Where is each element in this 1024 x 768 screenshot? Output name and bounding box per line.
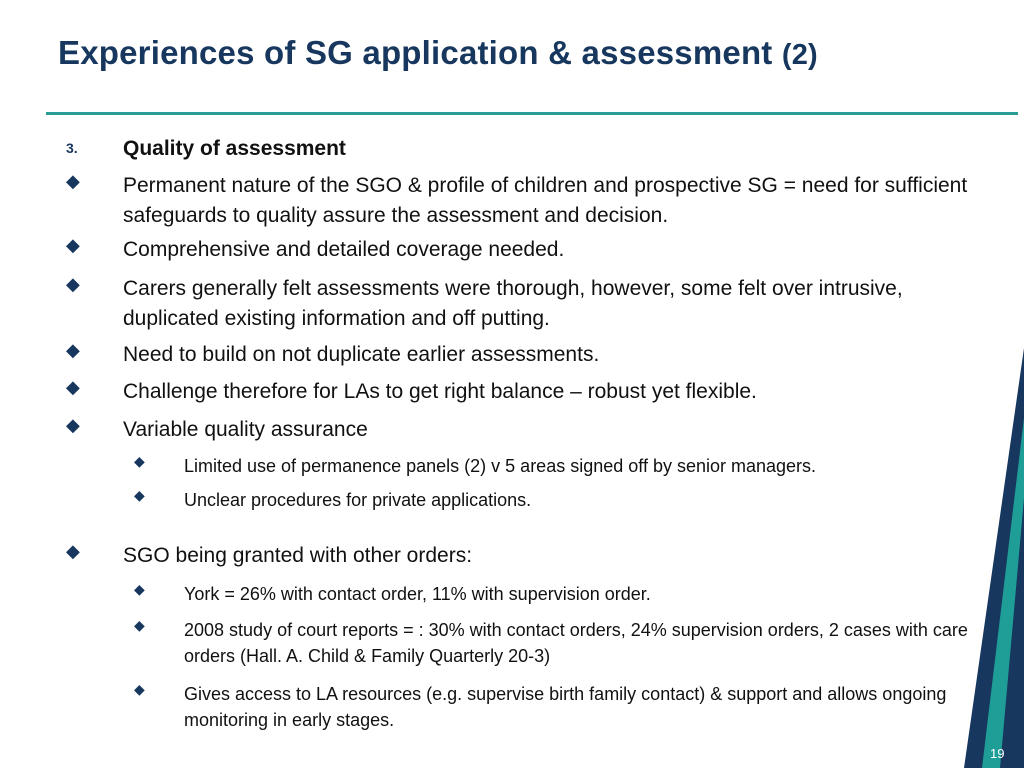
sub-bullet-text: Gives access to LA resources (e.g. supervise birth family contact) & support and allows ongoing monitoring in early stages. [184,684,947,730]
diamond-bullet-icon: ◆ [66,377,80,397]
diamond-bullet-icon: ◆ [66,541,80,561]
title-underline [46,112,1018,115]
sub-bullet-text: Unclear procedures for private applications. [184,490,532,510]
diamond-bullet-icon: ◆ [134,581,145,597]
sub-bullet-text: York = 26% with contact order, 11% with supervision order. [184,584,651,604]
slide-title-suffix: (2) [781,39,818,71]
diamond-bullet-icon: ◆ [134,681,145,697]
bullet-text: Comprehensive and detailed coverage needed. [123,238,565,261]
diamond-bullet-icon: ◆ [134,487,145,503]
bullet-text: Carers generally felt assessments were thorough, however, some felt over intrusive, duplicated existing information and off putting. [123,277,903,330]
diamond-bullet-icon: ◆ [134,453,145,469]
diamond-bullet-icon: ◆ [66,235,80,255]
bullet-text: Permanent nature of the SGO & profile of children and prospective SG = need for sufficient safeguards to quality assure the assessment and decision. [123,174,968,227]
bullet-text: Need to build on not duplicate earlier assessments. [123,343,600,366]
diamond-bullet-icon: ◆ [66,340,80,360]
slide-title-text: Experiences of SG application & assessment [58,34,773,71]
bullet-text: Variable quality assurance [123,418,368,441]
page-number: 19 [990,746,1005,761]
sub-bullet-text: 2008 study of court reports = : 30% with contact orders, 24% supervision orders, 2 cases with care orders (Hall. A. Child & Family Quarterly 20-3) [184,620,968,666]
diamond-bullet-icon: ◆ [66,274,80,294]
diamond-bullet-icon: ◆ [66,171,80,191]
corner-decoration [964,348,1024,768]
sub-bullet-text: Limited use of permanence panels (2) v 5 areas signed off by senior managers. [184,456,817,476]
slide-title [58,34,818,72]
bullet-text: SGO being granted with other orders: [123,544,473,567]
bullet-text: Challenge therefore for LAs to get right balance – robust yet flexible. [123,380,757,403]
section-heading: Quality of assessment [123,137,346,160]
diamond-bullet-icon: ◆ [66,415,80,435]
number-marker: 3. [66,140,78,156]
diamond-bullet-icon: ◆ [134,617,145,633]
